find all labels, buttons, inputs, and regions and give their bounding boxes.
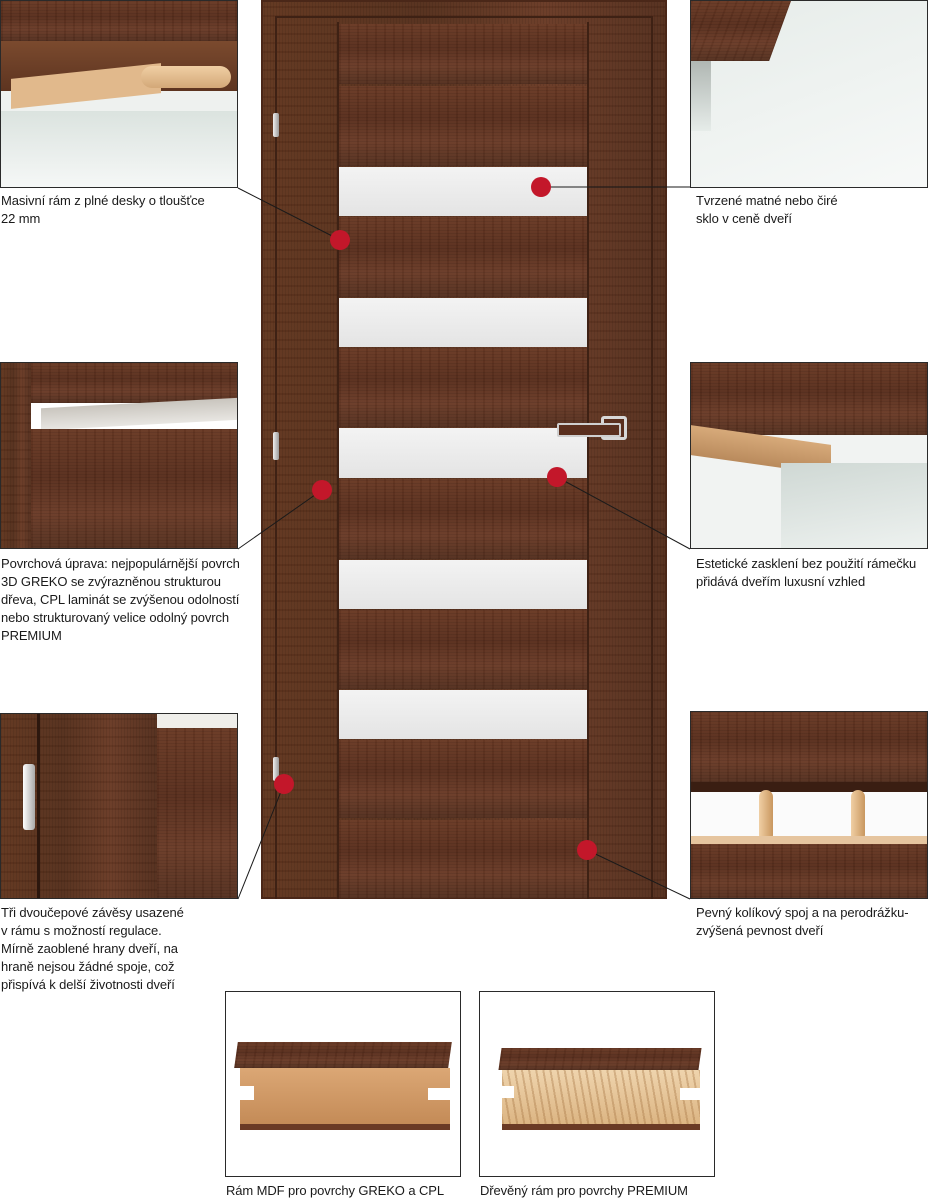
leader-line-frame: [238, 188, 340, 240]
marker-joint: [577, 840, 597, 860]
caption-glass: Tvrzené matné nebo čiré sklo v ceně dveří: [696, 193, 838, 226]
caption-surface: Povrchová úprava: nejpopulárnější povrch 3D GREKO se zvýrazněnou strukturou dřeva, CPL laminát se zvýšenou odolností nebo strukturovaný velice odolný povrch PREMIUM: [1, 556, 240, 643]
marker-glazing: [547, 467, 567, 487]
marker-hinge: [274, 774, 294, 794]
caption-hinges: Tři dvoučepové závěsy usazené v rámu s možností regulace. Mírně zaoblené hrany dveří, na hraně nejsou žádné spoje, což přispívá k delší životnosti dveří: [1, 905, 184, 992]
caption-mdf-frame: Rám MDF pro povrchy GREKO a CPL: [226, 1183, 444, 1198]
marker-frame: [330, 230, 350, 250]
marker-glass: [531, 177, 551, 197]
marker-surface: [312, 480, 332, 500]
leader-line-joint: [587, 850, 690, 899]
caption-glazing: Estetické zasklení bez použití rámečku přidává dveřím luxusní vzhled: [696, 556, 917, 589]
leader-line-hinge: [238, 784, 284, 899]
leader-line-surface: [238, 490, 322, 549]
leader-line-glazing: [557, 477, 690, 549]
caption-joint: Pevný kolíkový spoj a na perodrážku- zvýšená pevnost dveří: [696, 905, 909, 938]
caption-wooden-frame: Dřevěný rám pro povrchy PREMIUM: [480, 1183, 688, 1198]
caption-frame: Masivní rám z plné desky o tloušťce 22 mm: [1, 193, 205, 226]
